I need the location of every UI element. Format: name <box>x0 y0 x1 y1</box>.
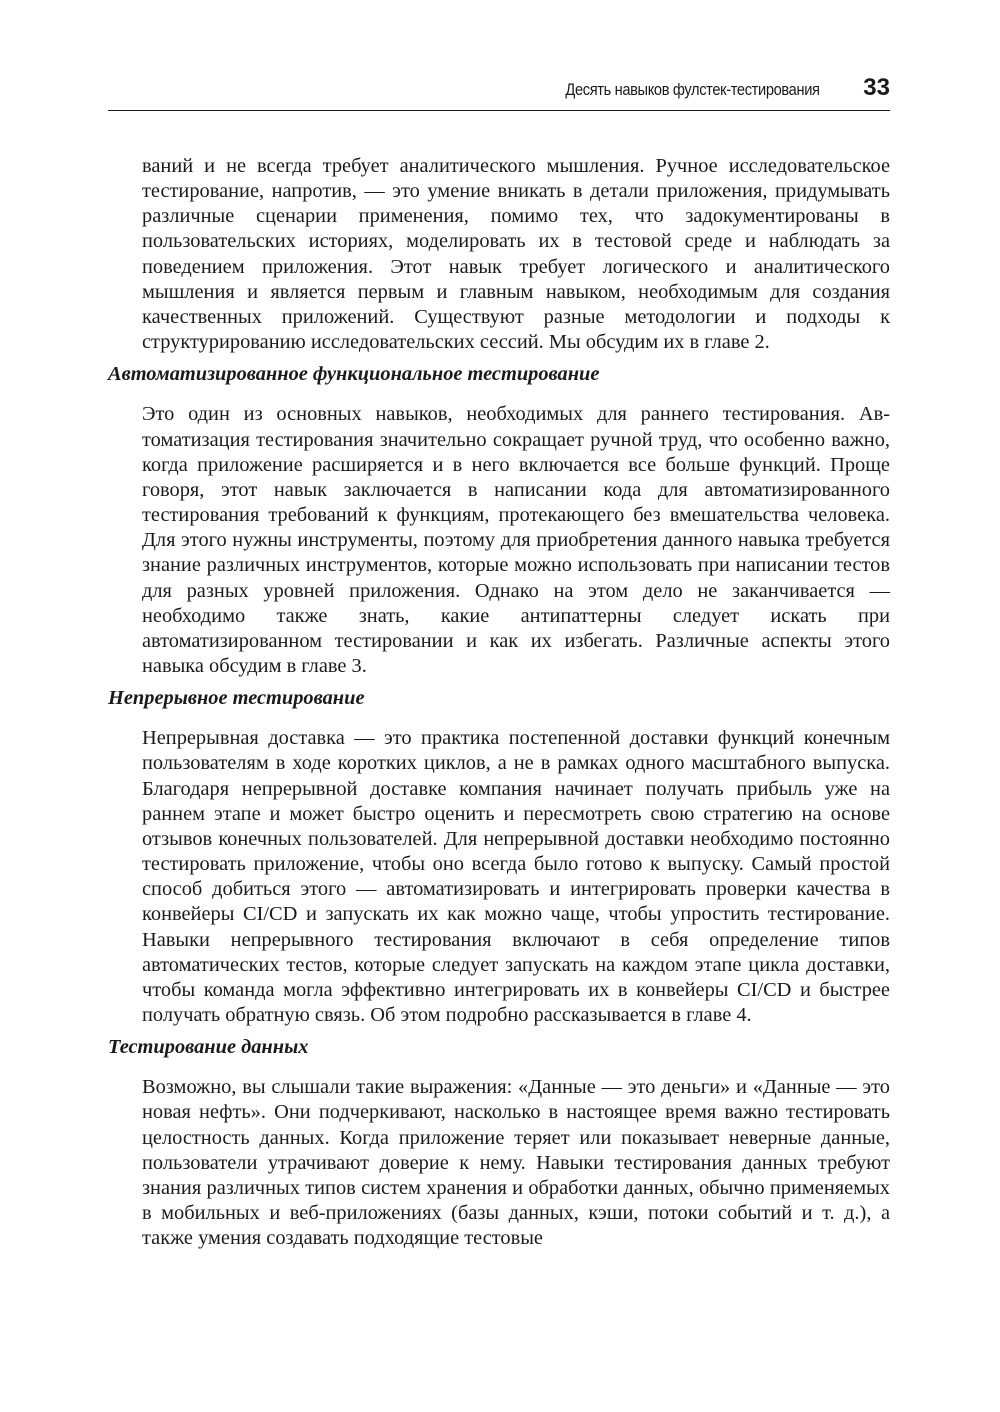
section-heading-automation: Автоматизированное функциональное тестирование <box>108 363 600 386</box>
page-header <box>108 74 890 111</box>
section-text-automation: Это один из основных навыков, необходимых для раннего тестирования. Автоматизация тестирования значительно сокращает ручной труд, что особенно важно, когда приложение расширяется и в него включается все больше функций. Проще говоря, этот навык заключается в написании кода для автоматизированного тестирования требований к функциям, протекающего без вмешательства человека. Для этого нужны инструменты, поэтому для приобретения данного навыка требуется знание различных инструментов, которые можно использовать при написании тестов для разных уровней приложения. Однако на этом дело не заканчивается — необходимо также знать, какие антипаттерны следует искать при автоматизированном тестировании и как их избегать. Различные аспекты этого навыка обсудим в главе 3. <box>142 403 890 677</box>
section-text-data-testing: Возможно, вы слышали такие выражения: «Данные — это деньги» и «Данные — это новая нефть». Они подчеркивают, насколько в настоящее время важно тестировать целостность данных. Когда приложение теряет или показывает неверные данные, пользователи утрачивают доверие к нему. Навыки тестирования данных требуют знания различных типов систем хранения и обработки данных, обычно применяемых в мобильных и веб-приложениях (базы данных, кэши, потоки событий и т. д.), а также умения создавать подходящие тестовые <box>142 1076 890 1250</box>
section-heading-continuous: Непрерывное тестирование <box>108 687 365 710</box>
intro-paragraph: ваний и не всегда требует аналитического мышления. Ручное исследовательское тестирование, напротив, — это умение вникать в детали приложения, придумывать различные сценарии применения, помимо тех, что задокументированы в пользовательских историях, моделировать их в тестовой среде и наблюдать за поведением приложения. Этот навык требует логического и аналитического мышления и является первым и главным навыком, необходимым для создания качественных приложений. Существуют разные методологии и подходы к структурированию исследовательских сессий. Мы обсудим их в главе 2. <box>142 155 890 354</box>
page-body <box>108 154 890 1251</box>
section-heading-data-testing: Тестирование данных <box>108 1036 309 1059</box>
section-text-continuous: Непрерывная доставка — это практика постепенной доставки функций конечным пользователям в ходе коротких циклов, а не в рамках одного масштабного выпуска. Благодаря непрерывной доставке компания начинает получать прибыль уже на раннем этапе и может быстро оценить и пересмотреть свою стратегию на основе отзывов конечных пользователей. Для непрерывной доставки необходимо постоянно тестировать приложение, чтобы оно всегда было готово к выпуску. Самый простой способ добиться этого — автоматизировать и интегрировать проверки качества в конвейеры CI/CD и запускать их как можно чаще, чтобы упростить тестирование. Навыки непрерывного тестирования включают в себя определение типов автоматических тестов, которые следует запускать на каждом этапе цикла доставки, чтобы команда могла эффективно интегрировать их в конвейеры CI/CD и быстрее получать обратную связь. Об этом подробно рассказывается в главе 4. <box>142 727 890 1026</box>
page-number: 33 <box>863 74 890 101</box>
running-title: Десять навыков фулстек-тестирования <box>565 80 820 99</box>
